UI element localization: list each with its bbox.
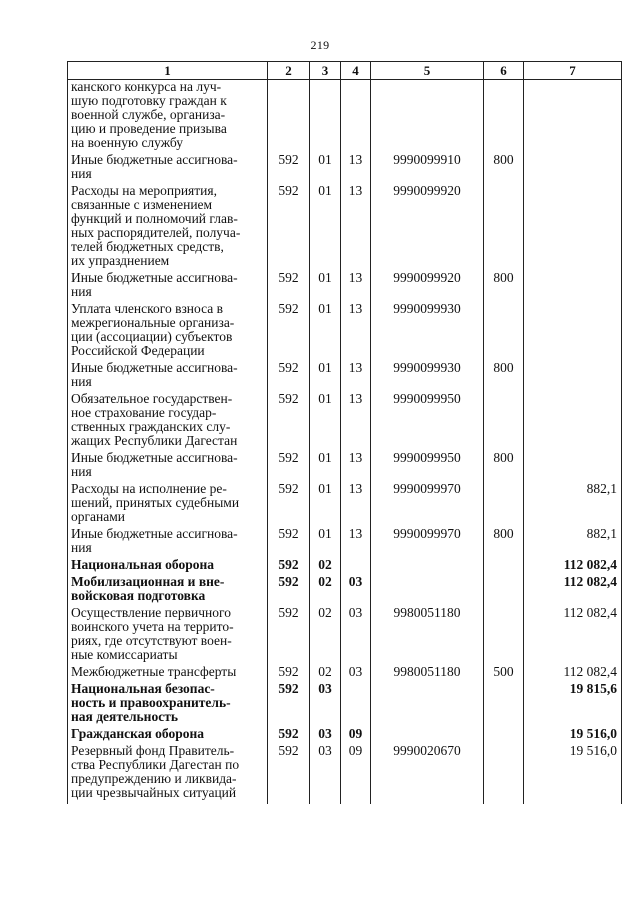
row-ved-cell: 592: [268, 451, 310, 482]
row-name-cell: Межбюджетные трансферты: [68, 665, 268, 682]
row-amount-cell: [524, 271, 622, 302]
row-section-cell: 03: [310, 744, 341, 804]
row-expense-type-cell: 800: [484, 153, 524, 184]
row-ved-cell: 592: [268, 361, 310, 392]
header-cell: 6: [484, 62, 524, 80]
table-row: [68, 727, 622, 744]
table-row: [68, 153, 622, 184]
row-section-cell: 03: [310, 682, 341, 727]
row-subsection-cell: 03: [341, 606, 371, 665]
row-ved-cell: 592: [268, 392, 310, 451]
row-ved-cell: 592: [268, 606, 310, 665]
row-expense-type-cell: 800: [484, 361, 524, 392]
row-section-cell: 01: [310, 302, 341, 361]
row-amount-cell: 112 082,4: [524, 575, 622, 606]
row-target-article-cell: 9990099930: [371, 302, 484, 361]
row-name-cell: Осуществление первичного воинского учета на террито- риях, где отсутствуют воен- ные комиссариаты: [68, 606, 268, 665]
row-ved-cell: [268, 80, 310, 154]
row-name-cell: Гражданская оборона: [68, 727, 268, 744]
table-row: [68, 80, 622, 154]
row-section-cell: 01: [310, 392, 341, 451]
row-ved-cell: 592: [268, 482, 310, 527]
header-cell: 1: [68, 62, 268, 80]
row-section-cell: 02: [310, 606, 341, 665]
row-section-cell: 01: [310, 184, 341, 271]
row-subsection-cell: [341, 558, 371, 575]
row-target-article-cell: 9990099950: [371, 451, 484, 482]
row-expense-type-cell: 800: [484, 451, 524, 482]
row-name-cell: Иные бюджетные ассигнова- ния: [68, 153, 268, 184]
row-section-cell: 01: [310, 451, 341, 482]
row-section-cell: [310, 80, 341, 154]
row-expense-type-cell: [484, 682, 524, 727]
row-expense-type-cell: 500: [484, 665, 524, 682]
table-row: [68, 482, 622, 527]
row-section-cell: 01: [310, 527, 341, 558]
row-amount-cell: 112 082,4: [524, 665, 622, 682]
row-amount-cell: [524, 361, 622, 392]
row-subsection-cell: [341, 682, 371, 727]
header-cell: 4: [341, 62, 371, 80]
header-cell: 3: [310, 62, 341, 80]
row-target-article-cell: [371, 682, 484, 727]
row-expense-type-cell: [484, 606, 524, 665]
row-expense-type-cell: [484, 80, 524, 154]
table-row: [68, 392, 622, 451]
row-amount-cell: 112 082,4: [524, 558, 622, 575]
row-subsection-cell: 03: [341, 665, 371, 682]
row-subsection-cell: 13: [341, 451, 371, 482]
row-expense-type-cell: [484, 558, 524, 575]
row-section-cell: 01: [310, 482, 341, 527]
row-target-article-cell: 9990099950: [371, 392, 484, 451]
row-expense-type-cell: [484, 727, 524, 744]
row-ved-cell: 592: [268, 575, 310, 606]
row-name-cell: Национальная оборона: [68, 558, 268, 575]
row-ved-cell: 592: [268, 527, 310, 558]
row-name-cell: канского конкурса на луч- шую подготовку граждан к военной службе, организа- цию и проведение призыва на военную службу: [68, 80, 268, 154]
row-ved-cell: 592: [268, 727, 310, 744]
table-row: [68, 558, 622, 575]
row-section-cell: 02: [310, 665, 341, 682]
table-row: [68, 451, 622, 482]
header-cell: 5: [371, 62, 484, 80]
row-name-cell: Иные бюджетные ассигнова- ния: [68, 271, 268, 302]
header-row: [68, 62, 622, 80]
row-expense-type-cell: [484, 392, 524, 451]
table-row: [68, 271, 622, 302]
row-amount-cell: [524, 392, 622, 451]
row-expense-type-cell: [484, 575, 524, 606]
row-name-cell: Иные бюджетные ассигнова- ния: [68, 527, 268, 558]
row-expense-type-cell: 800: [484, 527, 524, 558]
row-subsection-cell: 13: [341, 271, 371, 302]
row-target-article-cell: 9990099970: [371, 482, 484, 527]
row-subsection-cell: 13: [341, 361, 371, 392]
row-expense-type-cell: [484, 302, 524, 361]
row-name-cell: Мобилизационная и вне- войсковая подготовка: [68, 575, 268, 606]
row-subsection-cell: 09: [341, 727, 371, 744]
row-name-cell: Национальная безопас- ность и правоохранитель- ная деятельность: [68, 682, 268, 727]
row-expense-type-cell: [484, 184, 524, 271]
row-target-article-cell: 9990099910: [371, 153, 484, 184]
row-amount-cell: 112 082,4: [524, 606, 622, 665]
row-subsection-cell: 13: [341, 482, 371, 527]
row-name-cell: Резервный фонд Правитель- ства Республики Дагестан по предупреждению и ликвида- ции чрезвычайных ситуаций: [68, 744, 268, 804]
row-target-article-cell: 9990099930: [371, 361, 484, 392]
table-row: [68, 184, 622, 271]
row-name-cell: Расходы на исполнение ре- шений, принятых судебными органами: [68, 482, 268, 527]
table-row: [68, 665, 622, 682]
row-expense-type-cell: [484, 744, 524, 804]
row-ved-cell: 592: [268, 682, 310, 727]
row-amount-cell: 19 516,0: [524, 744, 622, 804]
row-ved-cell: 592: [268, 558, 310, 575]
row-name-cell: Иные бюджетные ассигнова- ния: [68, 361, 268, 392]
row-section-cell: 02: [310, 558, 341, 575]
row-target-article-cell: 9980051180: [371, 606, 484, 665]
row-ved-cell: 592: [268, 302, 310, 361]
row-amount-cell: [524, 184, 622, 271]
budget-table: [67, 61, 622, 804]
row-subsection-cell: 13: [341, 302, 371, 361]
row-amount-cell: [524, 153, 622, 184]
row-section-cell: 02: [310, 575, 341, 606]
row-ved-cell: 592: [268, 184, 310, 271]
row-subsection-cell: 13: [341, 184, 371, 271]
row-target-article-cell: [371, 575, 484, 606]
page-number: 219: [310, 38, 330, 52]
row-amount-cell: [524, 80, 622, 154]
row-target-article-cell: 9990020670: [371, 744, 484, 804]
table-row: [68, 606, 622, 665]
row-subsection-cell: 13: [341, 392, 371, 451]
row-section-cell: 01: [310, 153, 341, 184]
table-body: [68, 80, 622, 805]
row-target-article-cell: 9990099920: [371, 271, 484, 302]
row-amount-cell: 882,1: [524, 482, 622, 527]
row-expense-type-cell: [484, 482, 524, 527]
row-ved-cell: 592: [268, 271, 310, 302]
row-name-cell: Обязательное государствен- ное страхование государ- ственных гражданских слу- жащих Республики Дагестан: [68, 392, 268, 451]
row-subsection-cell: 13: [341, 527, 371, 558]
row-subsection-cell: 03: [341, 575, 371, 606]
row-amount-cell: [524, 451, 622, 482]
table-row: [68, 744, 622, 804]
header-cell: 2: [268, 62, 310, 80]
table-row: [68, 575, 622, 606]
row-subsection-cell: 13: [341, 153, 371, 184]
row-amount-cell: 882,1: [524, 527, 622, 558]
row-section-cell: 01: [310, 361, 341, 392]
row-target-article-cell: [371, 558, 484, 575]
row-ved-cell: 592: [268, 153, 310, 184]
table-row: [68, 682, 622, 727]
row-ved-cell: 592: [268, 744, 310, 804]
row-target-article-cell: 9980051180: [371, 665, 484, 682]
row-ved-cell: 592: [268, 665, 310, 682]
row-subsection-cell: [341, 80, 371, 154]
row-target-article-cell: [371, 727, 484, 744]
row-subsection-cell: 09: [341, 744, 371, 804]
table-row: [68, 361, 622, 392]
row-name-cell: Уплата членского взноса в межрегиональные организа- ции (ассоциации) субъектов Российской Федерации: [68, 302, 268, 361]
row-name-cell: Расходы на мероприятия, связанные с изменением функций и полномочий глав- ных распорядителей, получа- телей бюджетных средств, их упразднением: [68, 184, 268, 271]
row-target-article-cell: 9990099920: [371, 184, 484, 271]
table-row: [68, 527, 622, 558]
row-amount-cell: [524, 302, 622, 361]
table-row: [68, 302, 622, 361]
row-section-cell: 01: [310, 271, 341, 302]
row-expense-type-cell: 800: [484, 271, 524, 302]
row-name-cell: Иные бюджетные ассигнова- ния: [68, 451, 268, 482]
row-target-article-cell: 9990099970: [371, 527, 484, 558]
row-target-article-cell: [371, 80, 484, 154]
row-amount-cell: 19 516,0: [524, 727, 622, 744]
row-section-cell: 03: [310, 727, 341, 744]
row-amount-cell: 19 815,6: [524, 682, 622, 727]
header-cell: 7: [524, 62, 622, 80]
